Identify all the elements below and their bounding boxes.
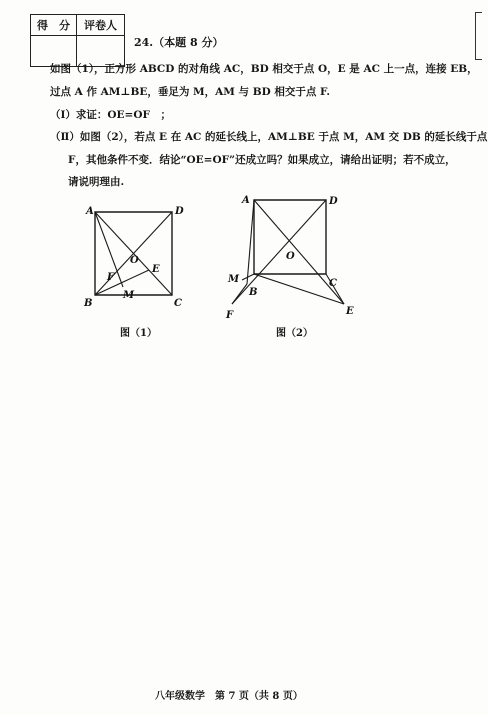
fig1-label-a: A	[86, 206, 94, 217]
fig1-label-b: B	[84, 298, 93, 309]
page-footer: 八年级数学 第 7 页（共 8 页）	[155, 691, 303, 702]
fig2-label-c: C	[329, 278, 337, 289]
fig2-segment-mf	[232, 284, 247, 304]
score-label: 得 分	[31, 15, 77, 36]
intro-line-1: 如图（1），正方形 ABCD 的对角线 AC，BD 相交于点 O，E 是 AC 上一点，连接 EB，	[50, 63, 478, 75]
part-2-line-2: F，其他条件不变．结论“OE=OF”还成立吗？如果成立，请给出证明；若不成立，	[68, 154, 456, 166]
fig2-label-b: B	[249, 287, 258, 298]
fig1-label-f: F	[107, 272, 115, 283]
fig2-label-f: F	[226, 310, 234, 321]
fig1-segment-be	[95, 270, 149, 295]
binding-edge-bracket	[475, 12, 482, 60]
fig1-label-c: C	[174, 298, 182, 309]
figure-1-caption: 图（1）	[120, 328, 157, 339]
part-2-line-3: 请说明理由.	[68, 176, 125, 188]
fig2-label-m: M	[228, 274, 240, 285]
score-table	[30, 14, 125, 67]
fig1-label-e: E	[152, 264, 160, 275]
fig2-label-a: A	[242, 195, 250, 206]
figure-2-caption: 图（2）	[276, 328, 313, 339]
fig1-label-o: O	[130, 255, 139, 266]
fig2-segment-am	[247, 200, 254, 284]
grader-label: 评卷人	[77, 15, 125, 36]
part-2-line-1: （Ⅱ）如图（2），若点 E 在 AC 的延长线上，AM⊥BE 于点 M，AM 交 DB 的延长线于点	[50, 131, 488, 143]
fig2-label-o: O	[286, 251, 295, 262]
figure-2-diagram	[220, 188, 370, 323]
fig1-label-m: M	[123, 290, 135, 301]
intro-line-2: 过点 A 作 AM⊥BE，垂足为 M，AM 与 BD 相交于点 F.	[50, 86, 331, 98]
fig2-label-e: E	[346, 306, 354, 317]
fig1-label-d: D	[175, 206, 184, 217]
part-1: （Ⅰ）求证：OE=OF ；	[50, 109, 171, 121]
question-title: 24.（本题 8 分）	[134, 36, 224, 49]
fig2-label-d: D	[329, 196, 338, 207]
figure-1-diagram	[80, 200, 200, 315]
fig2-diagonal-df	[232, 200, 326, 304]
fig2-square	[254, 200, 326, 274]
